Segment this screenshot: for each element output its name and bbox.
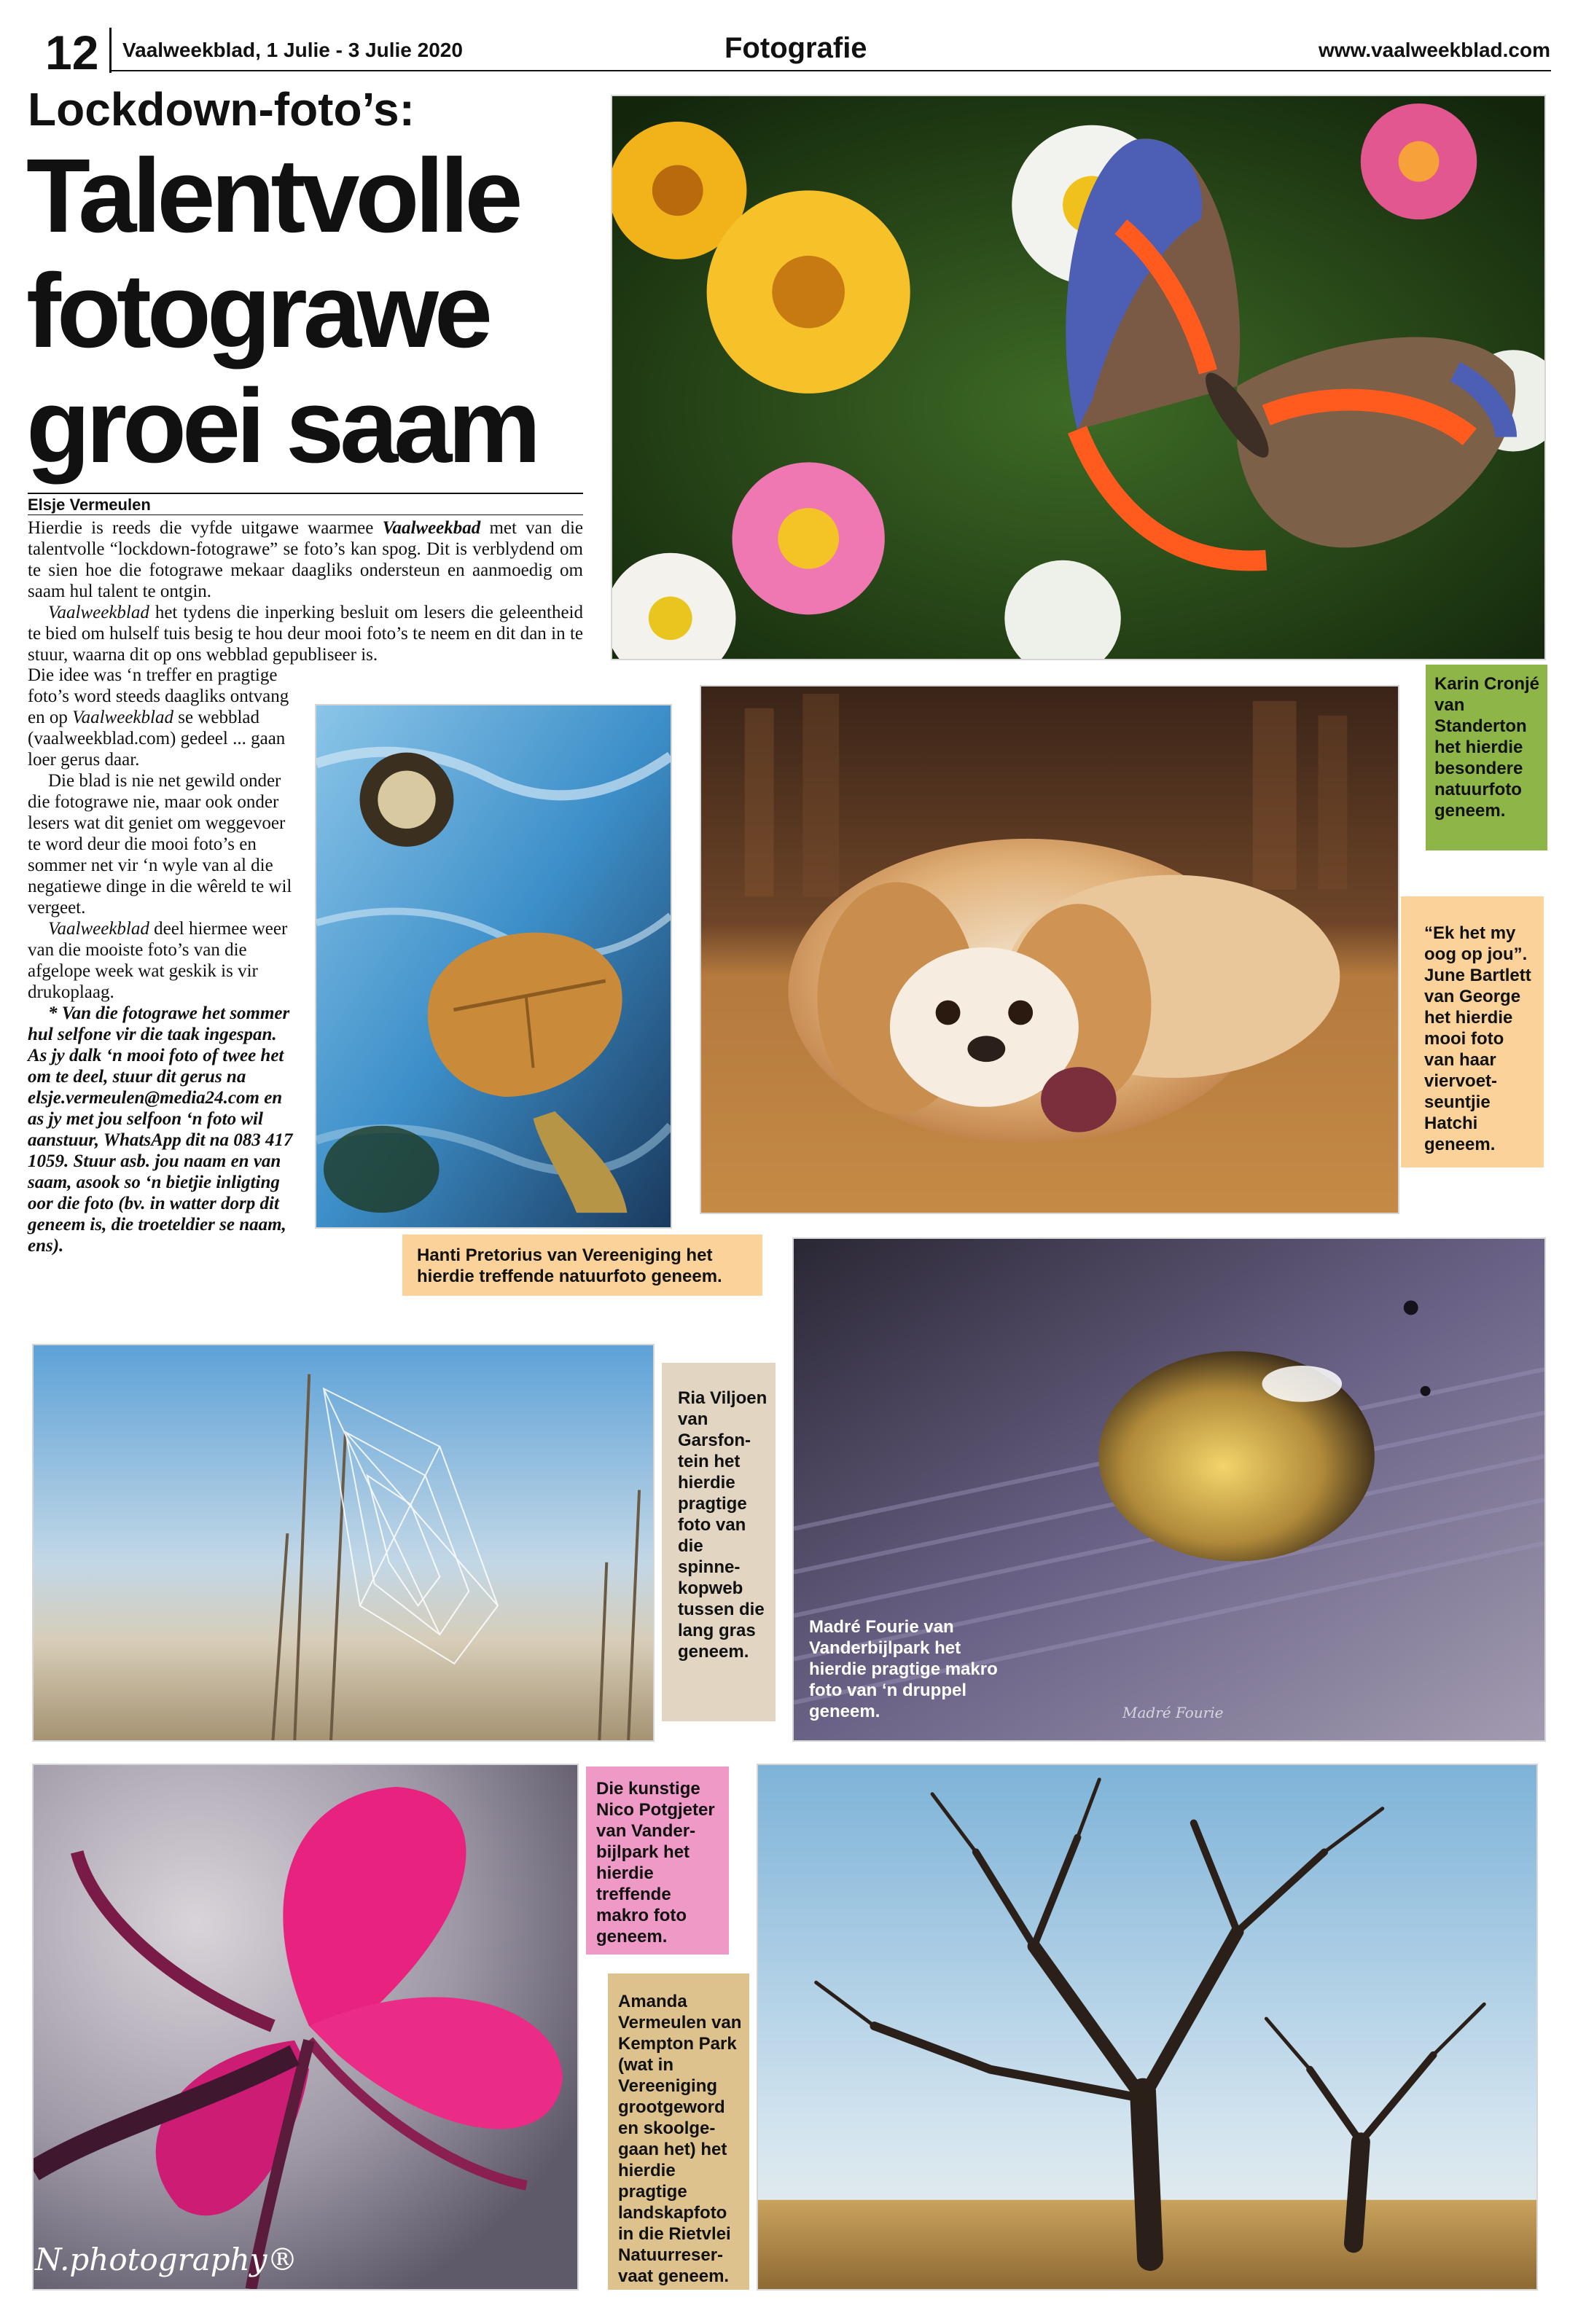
tree-landscape-photo <box>757 1764 1538 2290</box>
madre-watermark: Madré Fourie <box>1122 1704 1224 1721</box>
header-rule <box>109 70 1551 71</box>
caption-nico: Die kunstige Nico Potgjeter van Vander-bijlpark het hierdie treffende makro foto geneem. <box>586 1767 729 1955</box>
page-number: 12 <box>45 26 99 79</box>
caption-karin: Karin Cronjé van Standerton het hierdie besondere natuurfoto geneem. <box>1426 665 1547 850</box>
dog-photo <box>700 685 1399 1214</box>
article-body-column <box>28 665 294 1256</box>
spiderweb-photo <box>32 1344 655 1742</box>
header-divider <box>109 28 112 73</box>
caption-amanda: Amanda Vermeulen van Kempton Park (wat in Vereeniging grootgeword en skoolge-gaan het) het hierdie pragtige landskapfoto in die Rietvlei Natuurreser-vaat geneem. <box>608 1973 749 2290</box>
paragraph-4: Vaalweekblad deel hiermee weer van die mooiste foto’s van die afgelope week wat geskik is vir drukoplaag. <box>28 919 288 1002</box>
paragraph-2-start: Vaalweekblad het tydens die inperking besluit om lesers die geleentheid te bied om hulself tuis besig te hou deur mooi foto’s te neem en dit dan in te stuur, waarna dit op ons webblad gepubliseer is. <box>28 603 583 665</box>
paragraph-2-rest: Die idee was ‘n treffer en pragtige foto’s word steeds daagliks ontvang en op Vaalweekblad se webblad (vaalweekblad.com) gedeel ... gaan loer gerus daar. <box>28 665 289 770</box>
byline-rule <box>28 493 583 494</box>
paragraph-5: * Van die fotograwe het sommer hul selfone vir die taak ingespan. As jy dalk ‘n mooi foto of twee het om te deel, stuur dit gerus na elsje.vermeulen@media24.com en as jy met jou selfoon ‘n foto wil aanstuur, WhatsApp dit na 083 417 1059. Stuur asb. jou naam en van saam, asook so ‘n bietjie inligting oor die foto (bv. in watter dorp dit geneem is, die troeteldier se naam, ens). <box>28 1003 293 1256</box>
section-title: Fotografie <box>724 32 867 64</box>
byline: Elsje Vermeulen <box>28 496 151 514</box>
headline-line-2: fotograwe <box>26 252 489 369</box>
caption-madre: Madré Fourie van Vanderbijlpark het hierdie pragtige makro foto van ‘n druppel geneem. <box>809 1617 998 1721</box>
caption-ria: Ria Viljoen van Garsfon-tein het hierdie pragtige foto van die spinne-kopweb tussen die lang gras geneem. <box>662 1363 776 1721</box>
nico-watermark: N.photography® <box>35 2242 298 2277</box>
butterfly-photo <box>611 95 1546 660</box>
caption-june: “Ek het my oog op jou”. June Bartlett van George het hierdie mooi foto van haar viervoet-seuntjie Hatchi geneem. <box>1401 896 1544 1167</box>
pink-flower-photo <box>32 1764 579 2290</box>
leaf-water-photo <box>315 704 672 1229</box>
headline-line-1: Talentvolle <box>26 137 519 254</box>
website: www.vaalweekblad.com <box>1319 39 1550 61</box>
paragraph-3: Die blad is nie net gewild onder die fotograwe nie, maar ook onder lesers wat dit geniet om weggevoer te word deur die mooi foto’s en sommer net vir ‘n wyle van al die negatiewe dinge in die wêreld te wil vergeet. <box>28 771 292 918</box>
article-headline <box>26 138 595 484</box>
headline-line-3: groei saam <box>26 367 537 485</box>
article-body-top <box>28 517 583 665</box>
caption-hanti: Hanti Pretorius van Vereeniging het hierdie treffende natuurfoto geneem. <box>402 1235 762 1296</box>
publication-date: Vaalweekblad, 1 Julie - 3 Julie 2020 <box>122 39 463 61</box>
article-kicker: Lockdown-foto’s: <box>28 83 415 136</box>
paragraph-1: Hierdie is reeds die vyfde uitgawe waarmee Vaalweekbad met van die talentvolle “lockdown-fotograwe” se foto’s kan spog. Dit is verblydend om te sien hoe die fotograwe mekaar daagliks ondersteun en aanmoedig om saam hul talent te ontgin. <box>28 518 583 601</box>
